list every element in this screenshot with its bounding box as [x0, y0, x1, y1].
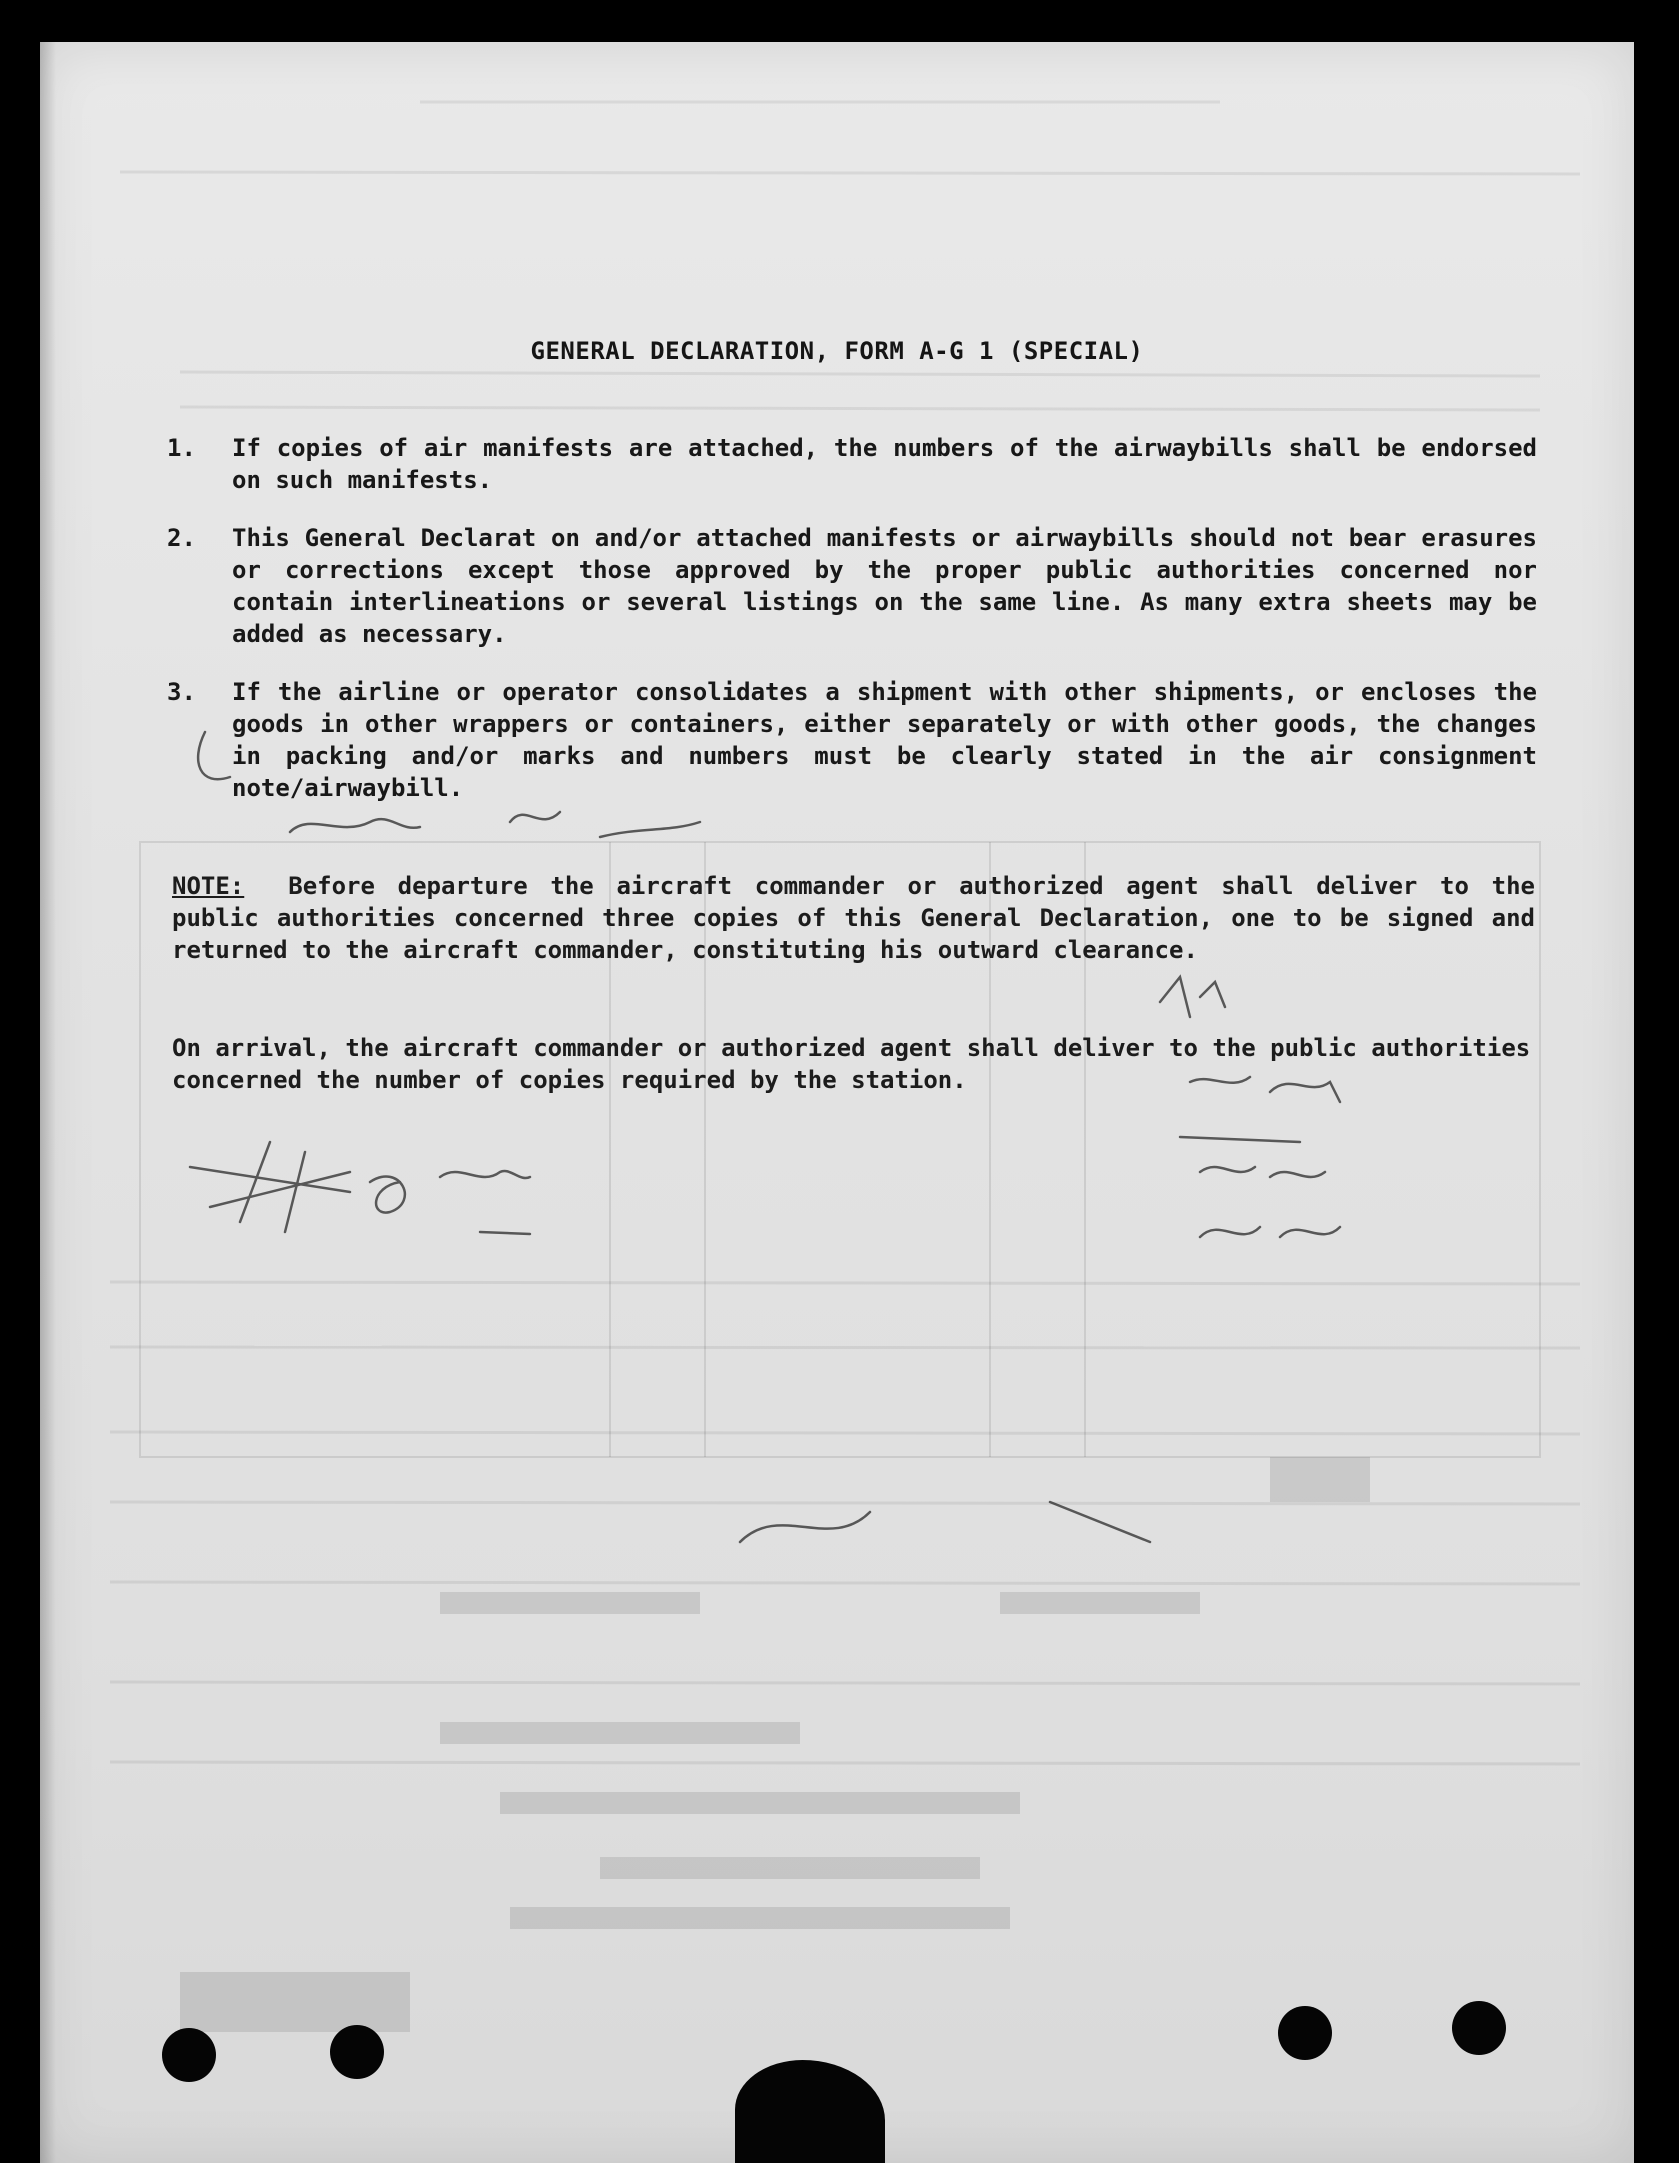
- punch-hole: [1278, 2006, 1332, 2060]
- instruction-number: 2.: [167, 524, 196, 552]
- form-title: GENERAL DECLARATION, FORM A-G 1 (SPECIAL): [530, 337, 1144, 365]
- arrival-paragraph: On arrival, the aircraft commander or authorized agent shall deliver to the public authorities concerned the number of copies required by the station.: [172, 1034, 1531, 1094]
- instruction-list: [167, 432, 1537, 830]
- punch-hole: [330, 2025, 384, 2079]
- note-paragraph: [172, 870, 1535, 966]
- note-label: NOTE:: [172, 872, 245, 900]
- punch-hole: [1452, 2001, 1506, 2055]
- instruction-item: [167, 676, 1537, 804]
- note-text: Before departure the aircraft commander or authorized agent shall deliver to the public authorities concerned three copies of this General Declaration, one to be signed and returned to the aircraft commander, constituting his outward clearance.: [172, 872, 1535, 964]
- instruction-item: [167, 522, 1537, 650]
- instruction-item: [167, 432, 1537, 496]
- instruction-text: If the airline or operator consolidates a shipment with other shipments, or encloses the goods in other wrappers or containers, either separately or with other goods, the changes in packing and/or marks and numbers must be clearly stated in the air consignment note/airwaybill.: [232, 678, 1537, 802]
- document-page: [40, 42, 1634, 2163]
- instruction-number: 1.: [167, 434, 196, 462]
- instruction-text: If copies of air manifests are attached, the numbers of the airwaybills shall be endorsed on such manifests.: [232, 434, 1537, 494]
- instruction-text: This General Declarat on and/or attached manifests or airwaybills should not bear erasures or corrections except those approved by the proper public authorities concerned nor contain interlineations or several listings on the same line. As many extra sheets may be added as necessary.: [232, 524, 1537, 648]
- instruction-number: 3.: [167, 678, 196, 706]
- punch-hole: [162, 2028, 216, 2082]
